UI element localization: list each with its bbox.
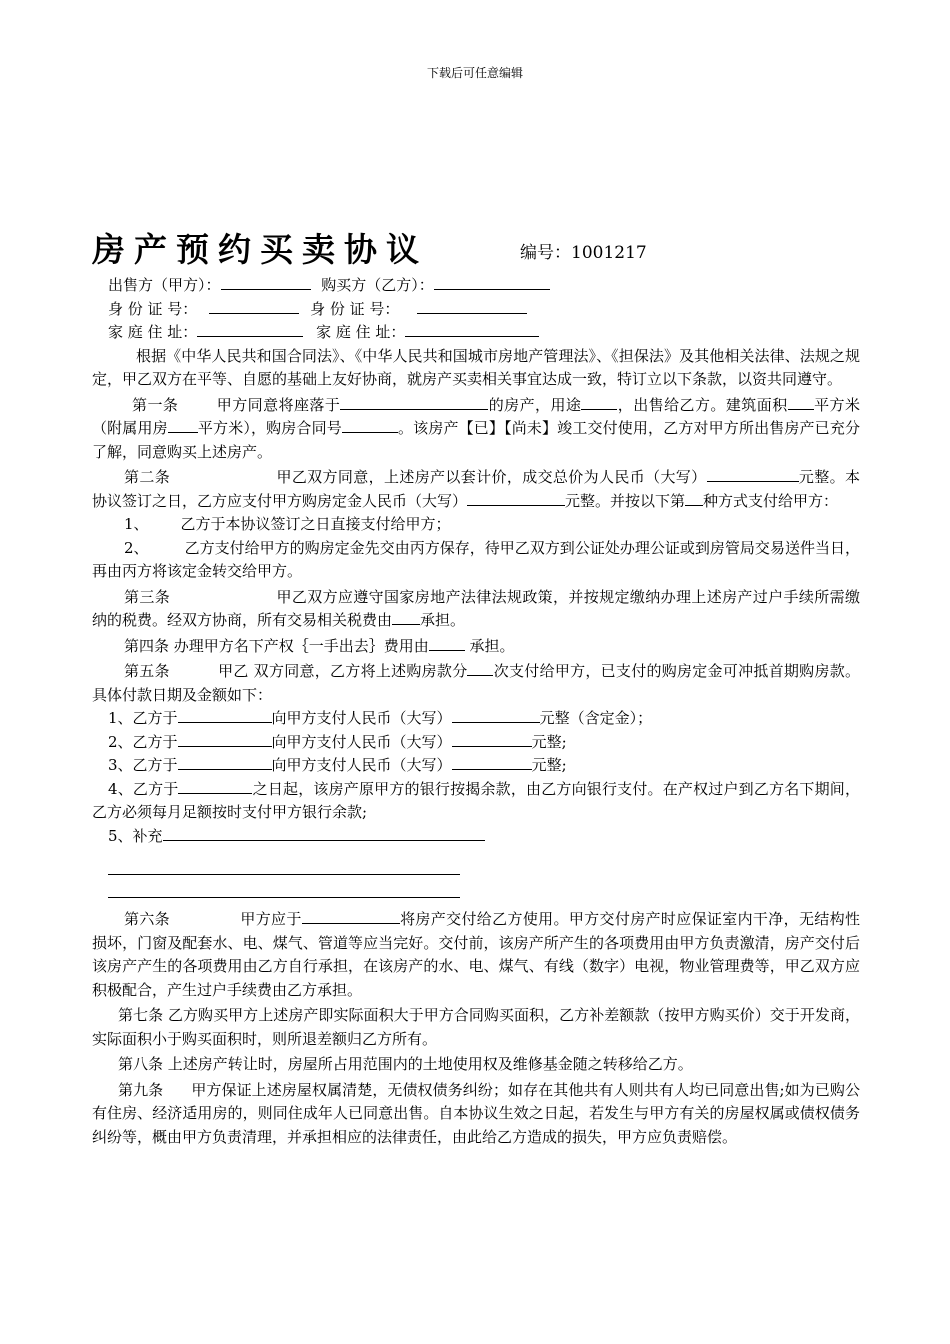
handover-date-blank: [302, 908, 400, 924]
area-blank: [788, 394, 814, 410]
buyer-blank: [434, 274, 550, 290]
item-text: 乙方支付给甲方的购房定金先交由丙方保存，待甲乙双方到公证处办理公证或到房管局交易送件当日，再由丙方将该定金转交给甲方。: [92, 538, 860, 580]
buyer-id-blank: [417, 298, 527, 314]
article-1-text: 平方米（附属用房: [92, 395, 860, 437]
article-6-text: 甲方应于: [240, 910, 302, 928]
payment-text: 1、乙方于: [108, 709, 178, 727]
article-4-text: 承担。: [464, 636, 515, 655]
payment-text: 元整（含定金）；: [539, 709, 653, 727]
seller-id-label: 身 份 证 号：: [108, 299, 198, 318]
seller-blank: [221, 274, 311, 290]
article-1-head: 第一条: [132, 395, 179, 414]
article-3-text: 甲乙双方应遵守国家房地产法律法规政策，并按规定缴纳办理上述房产过户手续所需缴纳的税费。经双方协商，所有交易相关税费由: [92, 587, 860, 629]
article-6-text: 将房产交付给乙方使用。甲方交付房产时应保证室内干净，无结构性损坏，门窗及配套水、电、煤气、管道等应当完好。交付前，该房产所产生的各项费用由甲方负责激清，房产交付后该房产产生的各项费用由乙方自行承担，在该房产的水、电、煤气、有线（数字）电视，物业管理费等，甲乙双方应积极配合，产生过户手续费由乙方承担。: [92, 910, 860, 999]
seller-id-blank: [209, 298, 299, 314]
article-6-head: 第六条: [124, 910, 171, 928]
date-blank: [178, 731, 272, 747]
article-5: [92, 660, 860, 707]
header-note: 下载后可任意编辑: [426, 66, 523, 80]
article-9-text: 甲方保证上述房屋权属清楚，无债权债务纠纷；如存在其他共有人则共有人均已同意出售;如为已购公有住房、经济适用房的，则同住成年人已同意出售。自本协议生效之日起，若发生与甲方有关的房屋权属或债权债务纠纷等，概由甲方负责清理，并承担相应的法律责任，由此给乙方造成的损失，甲方应负责赔偿。: [92, 1080, 860, 1146]
seller-address-blank: [197, 321, 303, 337]
annex-area-blank: [168, 417, 198, 433]
party-seller-row: [92, 274, 860, 298]
item-number: 1、: [124, 515, 149, 533]
tax-payer-blank: [392, 609, 420, 625]
usage-blank: [581, 394, 617, 410]
payment-text: 元整;: [531, 756, 567, 774]
article-1-text: ，出售给乙方。建筑面积: [617, 395, 788, 414]
payment-text: 3、乙方于: [108, 756, 178, 774]
payment-text: 2、乙方于: [108, 732, 178, 751]
article-5-head: 第五条: [124, 662, 170, 680]
payment-4: [92, 778, 860, 825]
payment-2: [92, 731, 860, 755]
article-2-item-2: [92, 537, 860, 584]
article-3: [92, 586, 860, 633]
item-number: 2、: [124, 538, 149, 557]
party-id-row: [92, 298, 860, 322]
article-2-text: 元整。并按以下第: [565, 491, 686, 510]
article-5-text: 甲乙 双方同意，乙方将上述购房款分: [217, 662, 468, 680]
item-text: 乙方于本协议签订之日直接支付给甲方；: [180, 515, 451, 533]
location-blank: [340, 394, 488, 410]
document-number: 编号：1001217: [520, 243, 647, 263]
payment-text: 向甲方支付人民币（大写）: [271, 709, 452, 727]
payment-text: 之日起，该房产原甲方的银行按揭余款，由乙方向银行支付。在产权过户到乙方名下期间，乙方必须每月足额按时支付甲方银行余款;: [92, 779, 860, 821]
buyer-address-label: 家 庭 住 址：: [316, 323, 406, 341]
party-address-row: [92, 321, 860, 345]
supplement-label: 5、补充: [108, 826, 163, 845]
payment-text: 元整;: [531, 732, 567, 751]
article-6: [92, 908, 860, 1002]
article-4: [92, 635, 860, 659]
buyer-label: 购买方（乙方）：: [321, 276, 434, 294]
article-8: 第八条 上述房产转让时，房屋所占用范围内的土地使用权及维修基金随之转移给乙方。: [118, 1055, 693, 1073]
article-3-text: 承担。: [420, 611, 466, 629]
document-title: 房产预约买卖协议: [92, 230, 428, 269]
article-7: 第七条 乙方购买甲方上述房产即实际面积大于甲方合同购买面积，乙方补差额款（按甲方购买价）交于开发商，实际面积小于购买面积时，则所退差额归乙方所有。: [92, 1006, 860, 1048]
supplement-line: [108, 848, 460, 875]
article-1: [92, 394, 860, 465]
title-row: [92, 230, 860, 274]
article-2-text: 甲乙双方同意，上述房产以套计价，成交总价为人民币（大写）: [276, 468, 707, 486]
article-2-text: 种方式支付给甲方：: [703, 491, 839, 510]
article-5-text: 次支付给甲方，已支付的购房定金可冲抵首期购房款。具体付款日期及金额如下：: [92, 662, 860, 704]
article-1-text: 。该房产【已】【尚未】竣工交付使用，乙方对甲方所出售房产已充分了解，同意购买上述房产。: [92, 419, 860, 461]
deposit-blank: [467, 490, 565, 506]
payment-text: 4、乙方于: [108, 779, 179, 798]
article-2-item-1: [92, 513, 860, 537]
date-blank: [178, 778, 252, 794]
fee-payer-blank: [429, 635, 465, 651]
date-blank: [178, 754, 272, 770]
article-2-text: 元整。本协议签订之日，乙方应支付甲方购房定金人民币（大写）: [92, 468, 860, 510]
buyer-address-blank: [405, 321, 539, 337]
payment-text: 向甲方支付人民币（大写）: [271, 732, 452, 751]
payment-1: [92, 707, 860, 731]
date-blank: [178, 707, 272, 723]
article-4-text: 第四条 办理甲方名下产权｛一手出去｝费用由: [124, 636, 429, 655]
supplement-blank: [163, 825, 485, 841]
article-2: [92, 466, 860, 513]
method-blank: [685, 490, 703, 506]
article-9-head: 第九条: [118, 1080, 164, 1099]
amount-blank: [452, 707, 540, 723]
article-3-head: 第三条: [124, 587, 171, 606]
payment-5: [92, 825, 860, 849]
article-2-head: 第二条: [124, 468, 171, 486]
article-1-text: 甲方同意将座落于: [216, 395, 341, 414]
amount-blank: [452, 754, 532, 770]
installments-blank: [467, 660, 493, 676]
article-1-text: 平方米），购房合同号: [197, 419, 342, 437]
supplement-line: [108, 875, 460, 898]
article-9: [92, 1079, 860, 1150]
payment-text: 向甲方支付人民币（大写）: [271, 756, 452, 774]
payment-3: [92, 754, 860, 778]
amount-blank: [452, 731, 532, 747]
contract-no-blank: [342, 417, 398, 433]
seller-label: 出售方（甲方）：: [108, 276, 221, 294]
seller-address-label: 家 庭 住 址：: [108, 323, 198, 341]
preamble: 根据《中华人民共和国合同法》、《中华人民共和国城市房地产管理法》、《担保法》及其他相关法律、法规之规定，甲乙双方在平等、自愿的基础上友好协商，就房产买卖相关事宜达成一致，特订立以下条款，以资共同遵守。: [92, 346, 860, 388]
agreement-document: [92, 230, 860, 1149]
article-1-text: 的房产，用途: [488, 395, 582, 414]
total-price-blank: [707, 466, 799, 482]
buyer-id-label: 身 份 证 号：: [310, 299, 400, 318]
